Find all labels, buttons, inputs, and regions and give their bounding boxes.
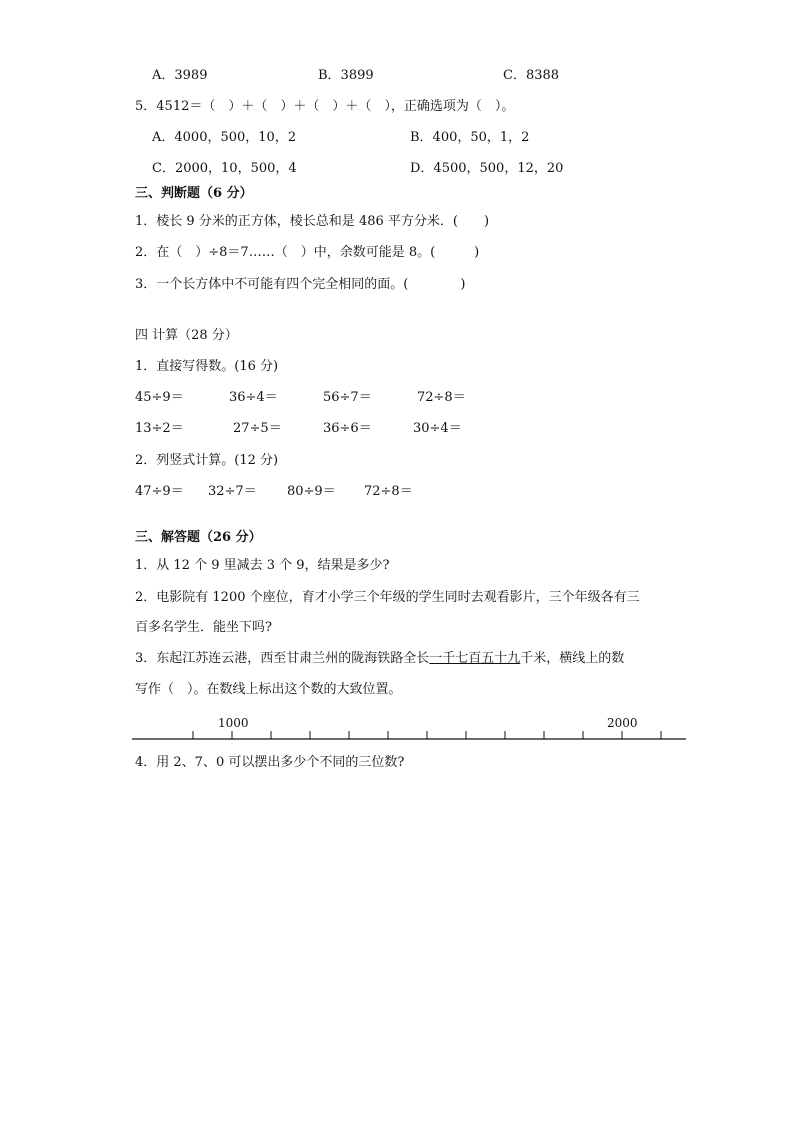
q3-text-after: 千米，横线上的数 xyxy=(520,651,625,666)
q5-option-c: C．2000，10，500，4 xyxy=(152,161,297,176)
calc-sub-2: 2．列竖式计算。(12 分) xyxy=(135,453,279,468)
q5-option-d: D．4500，500，12，20 xyxy=(410,161,564,176)
calc-expr: 72÷8＝ xyxy=(417,390,466,405)
judge-item-2: 2．在（ ）÷8＝7……（ ）中，余数可能是 8。( ) xyxy=(135,245,480,260)
judge-item-3: 3．一个长方体中不可能有四个完全相同的面。( ) xyxy=(135,277,466,292)
solve-question-2-line-2: 百多名学生．能坐下吗? xyxy=(135,620,272,635)
calc-section-heading: 四 计算（28 分） xyxy=(135,328,238,343)
number-line-ticks xyxy=(193,731,661,739)
question-5-stem: 5．4512＝（ ）＋（ ）＋（ ）＋（ ），正确选项为（ ）。 xyxy=(135,99,515,114)
option-b: B．3899 xyxy=(318,68,374,83)
calc-expr: 36÷4＝ xyxy=(229,390,278,405)
solve-question-3-line-2: 写作（ ）。在数线上标出这个数的大致位置。 xyxy=(135,682,402,697)
calc-expr: 47÷9＝ xyxy=(135,484,184,499)
calc-expr: 80÷9＝ xyxy=(287,484,336,499)
solve-question-4: 4．用 2、7、0 可以摆出多少个不同的三位数? xyxy=(135,755,405,770)
option-c: C．8388 xyxy=(503,68,560,83)
q5-option-b: B．400，50，1，2 xyxy=(410,130,530,145)
number-line-label-1000: 1000 xyxy=(218,716,249,730)
q3-text-before: 3．东起江苏连云港，西至甘肃兰州的陇海铁路全长 xyxy=(135,651,430,666)
solve-question-2-line-1: 2．电影院有 1200 个座位，育才小学三个年级的学生同时去观看影片，三个年级各有三 xyxy=(135,590,640,605)
solve-question-1: 1．从 12 个 9 里减去 3 个 9，结果是多少? xyxy=(135,558,390,573)
option-a: A．3989 xyxy=(152,68,208,83)
judge-item-1: 1．棱长 9 分米的正方体，棱长总和是 486 平方分米．( ) xyxy=(135,214,490,229)
calc-expr: 27÷5＝ xyxy=(233,421,282,436)
judge-section-heading: 三、判断题（6 分） xyxy=(135,186,253,201)
number-line-label-2000: 2000 xyxy=(607,716,638,730)
calc-expr: 13÷2＝ xyxy=(135,421,184,436)
calc-expr: 30÷4＝ xyxy=(413,421,462,436)
solve-section-heading: 三、解答题（26 分） xyxy=(135,530,262,545)
q5-option-a: A．4000，500，10，2 xyxy=(152,130,297,145)
calc-expr: 56÷7＝ xyxy=(323,390,372,405)
calc-expr: 36÷6＝ xyxy=(323,421,372,436)
calc-expr: 45÷9＝ xyxy=(135,390,184,405)
q3-underlined-number: 一千七百五十九 xyxy=(429,651,521,666)
calc-sub-1: 1．直接写得数。(16 分) xyxy=(135,359,279,374)
calc-expr: 72÷8＝ xyxy=(364,484,413,499)
calc-expr: 32÷7＝ xyxy=(208,484,257,499)
